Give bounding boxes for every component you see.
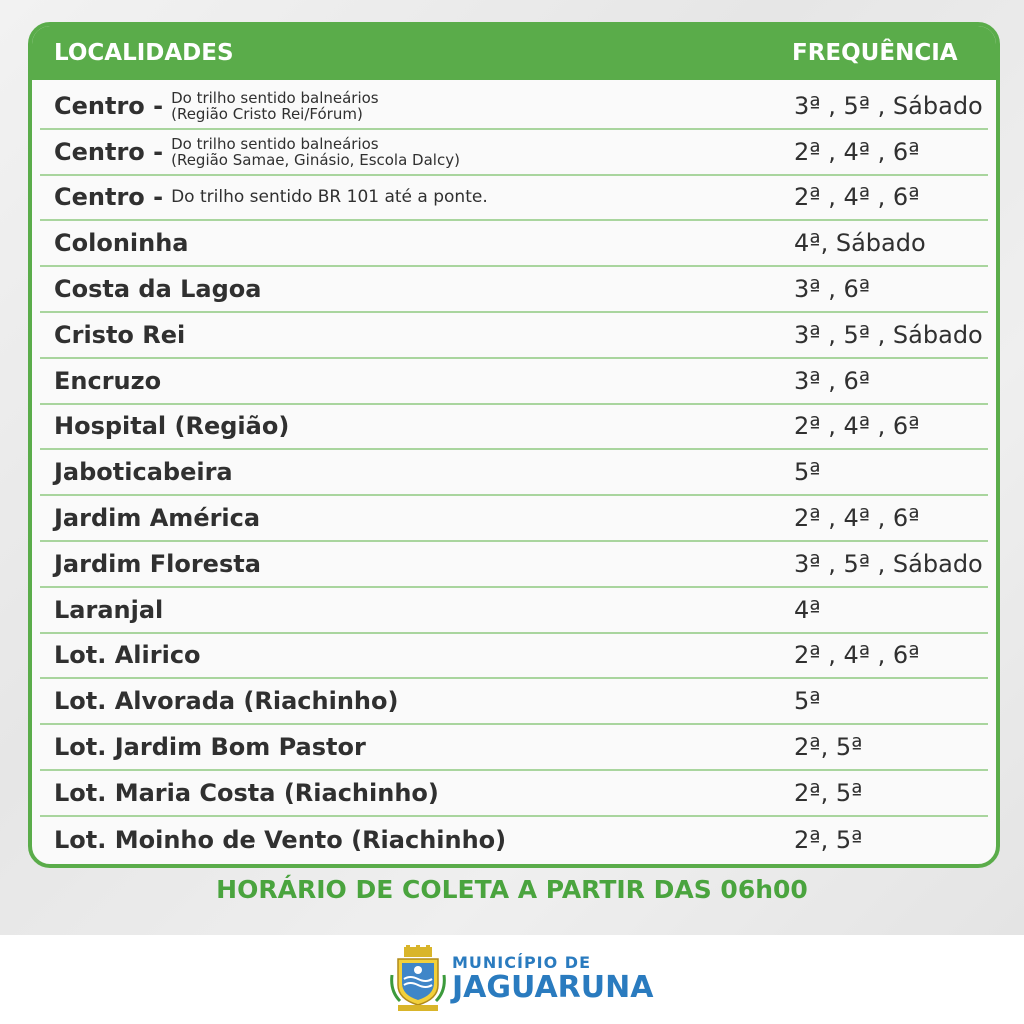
location-name: Centro - [54, 137, 164, 166]
frequency-cell: 3ª , 6ª [794, 275, 871, 304]
location-cell [54, 504, 260, 532]
location-name: Encruzo [54, 366, 162, 395]
frequency-cell: 2ª, 5ª [794, 778, 863, 807]
location-name: Jardim Floresta [54, 549, 261, 578]
table-row [40, 84, 988, 130]
table-row [40, 725, 988, 771]
table-row [40, 817, 988, 863]
logo-title: JAGUARUNA [452, 970, 654, 1005]
table-row [40, 496, 988, 542]
collection-time-notice: HORÁRIO DE COLETA A PARTIR DAS 06h00 [216, 875, 808, 904]
location-note: Do trilho sentido balneários (Região Samae, Ginásio, Escola Dalcy) [171, 134, 460, 169]
frequency-cell: 4ª, Sábado [794, 229, 926, 258]
location-note: Do trilho sentido balneários (Região Cristo Rei/Fórum) [171, 88, 379, 123]
header-localidades: LOCALIDADES [54, 40, 234, 66]
location-cell [54, 90, 379, 122]
location-cell [54, 641, 201, 669]
municipal-crest-icon [390, 945, 446, 1013]
location-cell [54, 779, 439, 807]
frequency-cell: 5ª [794, 458, 821, 487]
location-cell [54, 229, 189, 257]
location-cell [54, 321, 185, 349]
location-name: Jardim América [54, 504, 261, 533]
schedule-table [28, 22, 1000, 868]
location-name: Lot. Maria Costa (Riachinho) [54, 778, 439, 807]
frequency-cell: 3ª , 5ª , Sábado [794, 549, 983, 578]
table-row [40, 359, 988, 405]
location-name: Laranjal [54, 595, 164, 624]
table-row [40, 771, 988, 817]
location-cell [54, 136, 460, 168]
location-cell [54, 183, 488, 211]
location-cell [54, 826, 506, 854]
location-cell [54, 458, 233, 486]
location-note: Do trilho sentido BR 101 até a ponte. [171, 187, 488, 208]
table-row [40, 130, 988, 176]
location-name: Cristo Rei [54, 320, 186, 349]
frequency-cell: 3ª , 6ª [794, 366, 871, 395]
location-name: Hospital (Região) [54, 412, 290, 441]
municipality-logo [390, 945, 653, 1013]
table-header [32, 26, 996, 80]
location-cell [54, 687, 398, 715]
location-name: Centro - [54, 91, 164, 120]
location-name: Lot. Alirico [54, 641, 201, 670]
frequency-cell: 2ª , 4ª , 6ª [794, 137, 920, 166]
location-name: Lot. Jardim Bom Pastor [54, 733, 366, 762]
header-frequencia: FREQUÊNCIA [792, 40, 958, 66]
table-row [40, 221, 988, 267]
frequency-cell: 2ª, 5ª [794, 733, 863, 762]
table-row [40, 267, 988, 313]
table-row [40, 679, 988, 725]
table-row [40, 176, 988, 222]
frequency-cell: 2ª , 4ª , 6ª [794, 412, 920, 441]
location-cell [54, 412, 289, 440]
frequency-cell: 4ª [794, 595, 821, 624]
location-cell [54, 367, 161, 395]
table-row [40, 450, 988, 496]
frequency-cell: 3ª , 5ª , Sábado [794, 91, 983, 120]
location-name: Centro - [54, 183, 164, 212]
logo-subtitle: MUNICÍPIO DE [452, 953, 592, 972]
location-cell [54, 733, 366, 761]
table-row [40, 542, 988, 588]
frequency-cell: 2ª , 4ª , 6ª [794, 641, 920, 670]
table-row [40, 588, 988, 634]
location-cell [54, 275, 262, 303]
frequency-cell: 2ª , 4ª , 6ª [794, 183, 920, 212]
table-row [40, 313, 988, 359]
location-cell [54, 596, 163, 624]
location-name: Lot. Moinho de Vento (Riachinho) [54, 825, 507, 854]
frequency-cell: 2ª, 5ª [794, 825, 863, 854]
location-name: Costa da Lagoa [54, 275, 262, 304]
location-cell [54, 550, 261, 578]
frequency-cell: 2ª , 4ª , 6ª [794, 504, 920, 533]
table-rows [32, 84, 996, 863]
location-name: Coloninha [54, 229, 189, 258]
frequency-cell: 3ª , 5ª , Sábado [794, 320, 983, 349]
table-row [40, 634, 988, 680]
location-name: Lot. Alvorada (Riachinho) [54, 687, 399, 716]
table-row [40, 405, 988, 451]
location-name: Jaboticabeira [54, 458, 233, 487]
frequency-cell: 5ª [794, 687, 821, 716]
